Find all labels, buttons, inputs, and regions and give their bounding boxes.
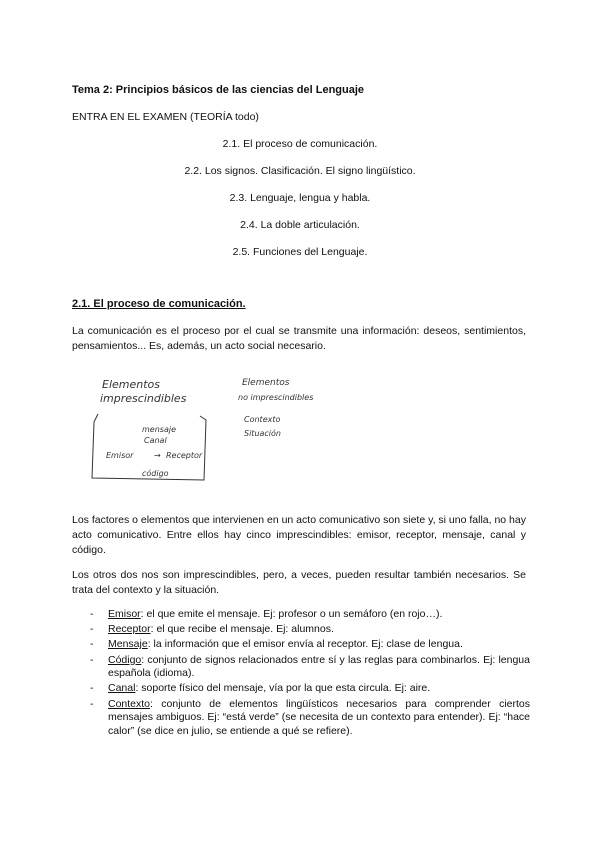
toc-item-1: 2.1. El proceso de comunicación. [222,138,378,150]
list-item [90,682,530,696]
sketch-right-item-1: Contexto [244,415,281,424]
list-item [90,623,530,637]
item-term: Canal [108,682,136,695]
factors-list [90,608,530,740]
section-heading: 2.1. El proceso de comunicación. [72,298,246,310]
others-paragraph: Los otros dos nos son imprescindibles, pero, a veces, pueden resultar también necesarios. Se trata del contexto y la situación. [72,569,526,596]
sketch-right-heading-1: Elementos [242,378,290,388]
list-item [90,608,530,622]
item-text: : el que recibe el mensaje. Ej: alumnos. [150,623,334,636]
list-item [90,698,530,739]
handwritten-diagram [80,370,320,490]
sketch-canal: Canal [144,436,167,445]
item-text: : el que emite el mensaje. Ej: profesor o un semáforo (en rojo…). [140,608,443,620]
sketch-left-heading-1: Elementos [102,378,161,391]
sketch-receptor: Receptor [166,451,203,460]
exam-note: ENTRA EN EL EXAMEN (TEORÍA todo) [72,111,259,123]
toc-item-4: 2.4. La doble articulación. [240,219,360,231]
list-item [90,654,530,681]
document-title: Tema 2: Principios básicos de las ciencias del Lenguaje [72,84,365,96]
item-text: : la información que el emisor envía al receptor. Ej: clase de lengua. [147,638,463,651]
item-text: : conjunto de elementos lingüísticos necesarios para comprender ciertos mensajes ambiguos. Ej: “está verde” (se necesita de un contexto para entender). Ej: “hace calor” (se dice en julio, se entiende a qué se refiere). [108,697,530,737]
toc-item-3: 2.3. Lenguaje, lengua y habla. [229,192,371,204]
item-text: : soporte físico del mensaje, vía por la que esta circula. Ej: aire. [135,682,431,695]
sketch-mensaje: mensaje [142,425,176,434]
item-term: Emisor [108,608,141,620]
toc-item-5: 2.5. Funciones del Lenguaje. [232,246,368,258]
item-text: : conjunto de signos relacionados entre sí y las reglas para combinarlos. Ej: lengua española (idioma). [108,653,530,680]
sketch-codigo: código [142,469,169,478]
item-term: Código [108,653,142,666]
item-term: Mensaje [108,638,148,651]
sketch-arrow: → [154,451,161,460]
list-item [90,638,530,652]
sketch-right-heading-2: no imprescindibles [238,393,314,402]
intro-paragraph: La comunicación es el proceso por el cual se transmite una información: deseos, sentimientos, pensamientos... Es, además, un acto social necesario. [72,325,526,352]
item-term: Contexto [108,697,151,710]
factors-paragraph: Los factores o elementos que intervienen en un acto comunicativo son siete y, si uno falla, no hay acto comunicativo. Entre ellos hay cinco imprescindibles: emisor, receptor, mensaje, canal y código. [72,514,526,556]
toc-item-2: 2.2. Los signos. Clasificación. El signo lingüístico. [184,165,416,177]
sketch-left-heading-2: imprescindibles [100,392,187,405]
sketch-right-item-2: Situación [244,429,281,438]
item-term: Receptor [108,623,151,636]
sketch-emisor: Emisor [106,451,134,460]
